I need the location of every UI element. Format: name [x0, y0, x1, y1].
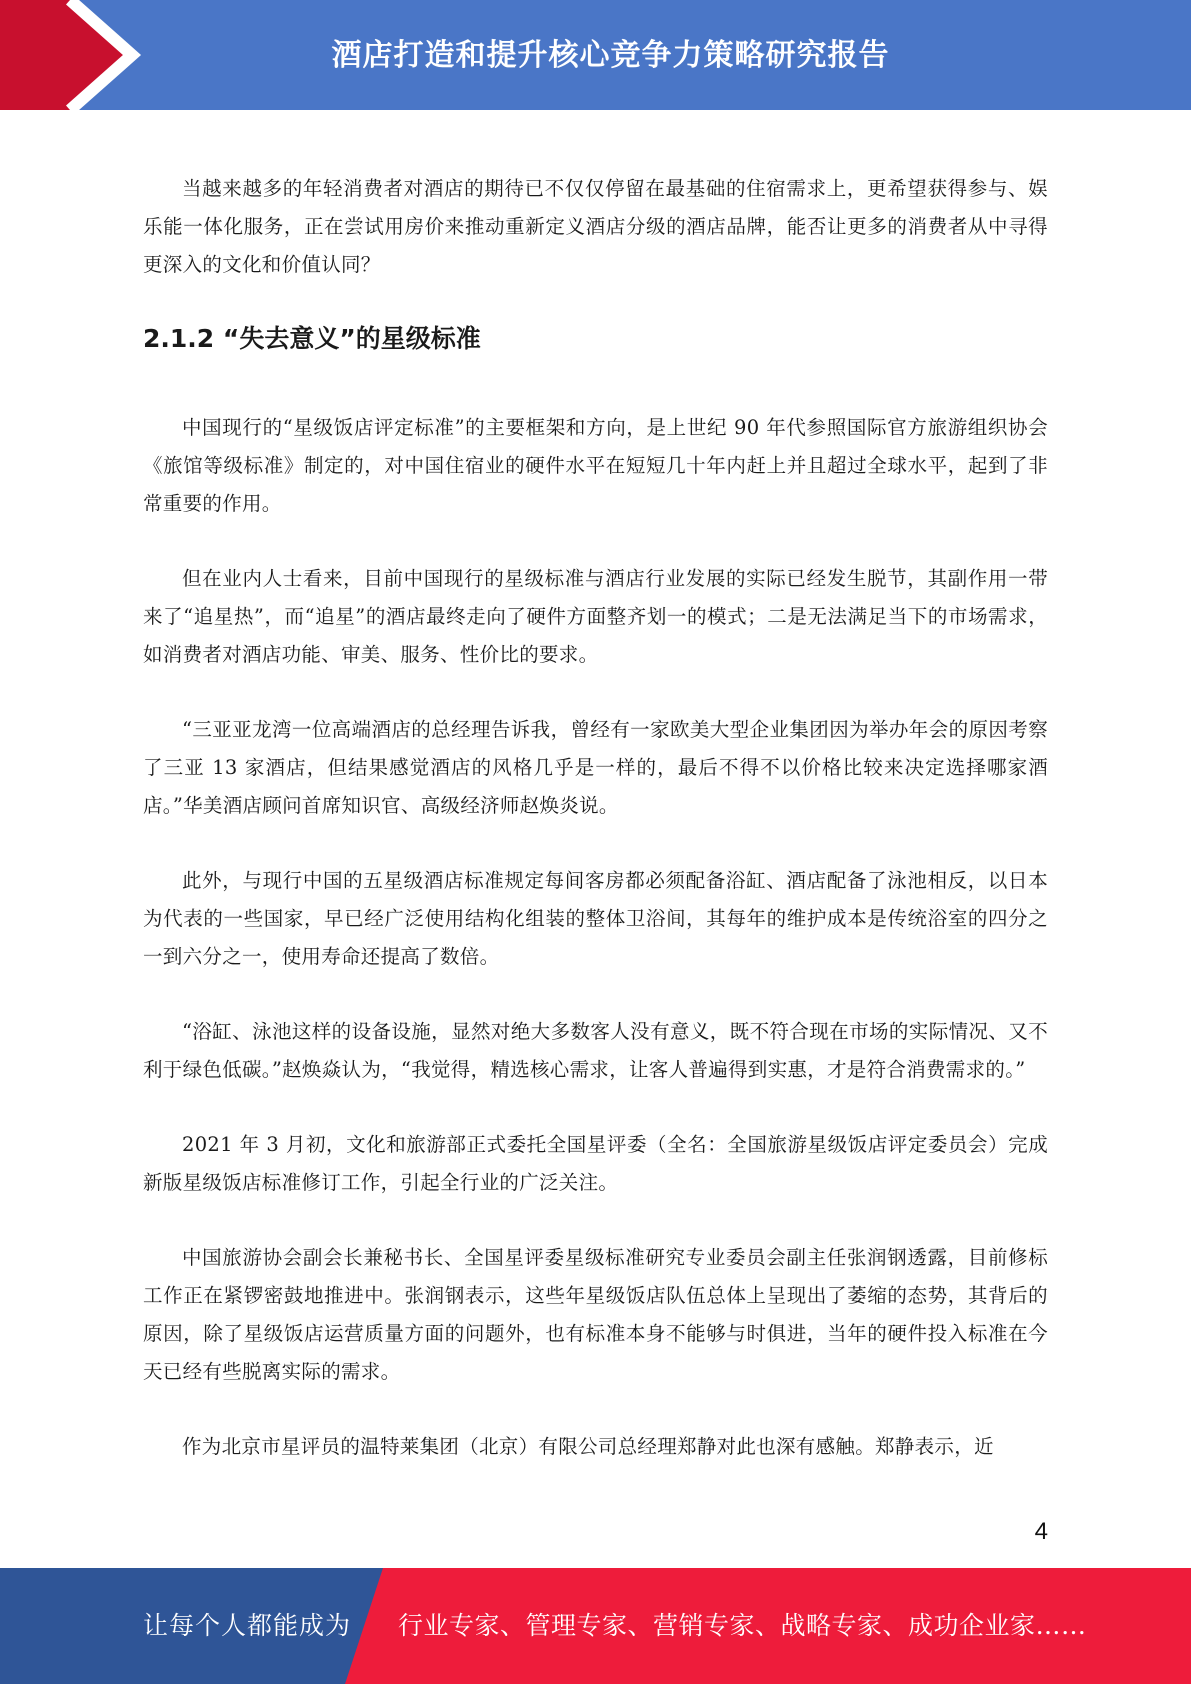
footer-slogan-right: 行业专家、管理专家、营销专家、战略专家、成功企业家…… — [398, 1611, 1087, 1640]
intro-paragraph: 当越来越多的年轻消费者对酒店的期待已不仅仅停留在最基础的住宿需求上，更希望获得参与、娱乐能一体化服务，正在尝试用房价来推动重新定义酒店分级的酒店品牌，能否让更多的消费者从中寻得更深入的文化和价值认同？ — [143, 177, 1048, 276]
section-heading: 2.1.2 “失去意义”的星级标准 — [143, 324, 481, 353]
paragraph: “浴缸、泳池这样的设备设施，显然对绝大多数客人没有意义，既不符合现在市场的实际情况、又不利于绿色低碳。”赵焕焱认为，“我觉得，精选核心需求，让客人普遍得到实惠，才是符合消费需求的。” — [143, 1020, 1048, 1081]
paragraph: 作为北京市星评员的温特莱集团（北京）有限公司总经理郑静对此也深有感触。郑静表示，近 — [182, 1435, 994, 1458]
page-footer — [0, 1568, 1191, 1684]
paragraph: 中国现行的“星级饭店评定标准”的主要框架和方向，是上世纪 90 年代参照国际官方旅游组织协会《旅馆等级标准》制定的，对中国住宿业的硬件水平在短短几十年内赶上并且超过全球水平，起到了非常重要的作用。 — [143, 416, 1048, 515]
page-number: 4 — [1034, 1518, 1048, 1545]
paragraph: 2021 年 3 月初，文化和旅游部正式委托全国星评委（全名：全国旅游星级饭店评定委员会）完成新版星级饭店标准修订工作，引起全行业的广泛关注。 — [143, 1133, 1048, 1194]
footer-slogan-left: 让每个人都能成为 — [143, 1611, 352, 1640]
paragraph: 但在业内人士看来，目前中国现行的星级标准与酒店行业发展的实际已经发生脱节，其副作用一带来了“追星热”，而“追星”的酒店最终走向了硬件方面整齐划一的模式；二是无法满足当下的市场需求，如消费者对酒店功能、审美、服务、性价比的要求。 — [143, 567, 1048, 666]
paragraph: “三亚亚龙湾一位高端酒店的总经理告诉我，曾经有一家欧美大型企业集团因为举办年会的原因考察了三亚 13 家酒店，但结果感觉酒店的风格几乎是一样的，最后不得不以价格比较来决定选择哪家酒店。”华美酒店顾问首席知识官、高级经济师赵焕炎说。 — [143, 718, 1048, 817]
document-title: 酒店打造和提升核心竞争力策略研究报告 — [331, 38, 890, 73]
page-header — [0, 0, 1191, 110]
paragraph: 此外，与现行中国的五星级酒店标准规定每间客房都必须配备浴缸、酒店配备了泳池相反，以日本为代表的一些国家，早已经广泛使用结构化组装的整体卫浴间，其每年的维护成本是传统浴室的四分之一到六分之一，使用寿命还提高了数倍。 — [143, 869, 1048, 968]
document-body — [143, 170, 1048, 1503]
paragraph: 中国旅游协会副会长兼秘书长、全国星评委星级标准研究专业委员会副主任张润钢透露，目前修标工作正在紧锣密鼓地推进中。张润钢表示，这些年星级饭店队伍总体上呈现出了萎缩的态势，其背后的原因，除了星级饭店运营质量方面的问题外，也有标准本身不能够与时俱进，当年的硬件投入标准在今天已经有些脱离实际的需求。 — [143, 1246, 1048, 1383]
